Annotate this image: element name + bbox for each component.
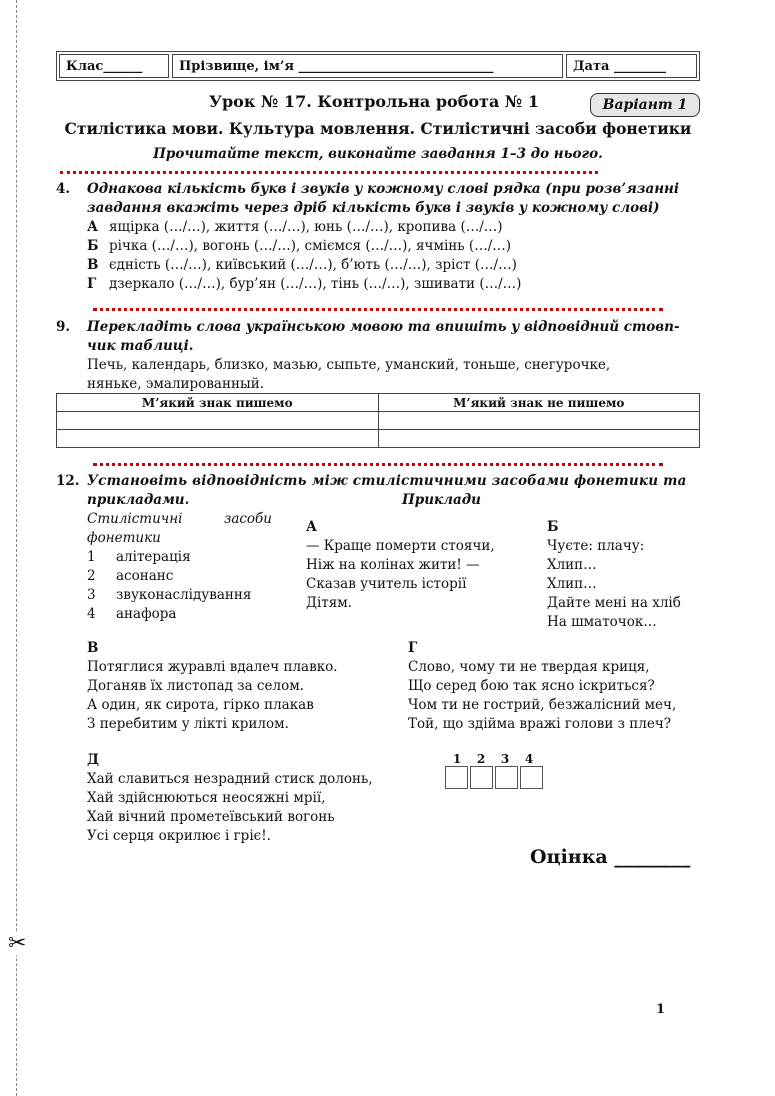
column-header: М’який знак не пишемо [378,394,700,412]
answer-number: 3 [500,752,510,766]
example-d: Д Хай славиться незрадний стиск долонь, Хай здійснюються неосяжні мрії, Хай вічний прометеївський вогонь Усі серця окрилює і гріє!. [87,752,373,844]
page-subtitle: Стилістика мови. Культура мовлення. Стилістичні засоби фонетики [64,119,692,138]
variant-badge: Варіант 1 [590,93,700,117]
class-field[interactable]: Клас______ [59,54,169,78]
examples-heading: Приклади [402,492,481,508]
means-item: 3 звуконаслідування [87,587,252,603]
task-prompt: Однакова кількість букв і звуків у кожному слові рядка (при розв’язанні [87,181,680,197]
example-v: В Потяглися журавлі вдалеч плавко. Доганяв їх листопад за селом. А один, як сирота, гірко плакав З перебитим у лікті крилом. [87,640,338,732]
task-prompt: прикладами. [87,492,190,508]
task-number: 12. [56,473,80,489]
task-prompt: завдання вкажіть через дріб кількість букв і звуків у кожному слові) [87,200,660,216]
answer-option: А ящірка (…/…), життя (…/…), юнь (…/…), кропива (…/…) [87,219,503,235]
student-info-table [56,51,700,81]
word-list: Печь, календарь, близко, мазью, сыпьте, уманский, тоньше, снегурочке, [87,357,611,373]
task-12 [56,472,700,510]
table-cell[interactable] [378,430,700,448]
answer-option: Б річка (…/…), вогонь (…/…), сміємся (…/…), ячмінь (…/…) [87,238,512,254]
divider [93,463,663,466]
example-g: Г Слово, чому ти не твердая криця, Що серед бою так ясно іскриться? Чом ти не гострий, безжалісний меч, Той, що здійма вражі голови з плеч? [408,640,677,732]
answer-box[interactable] [495,766,518,789]
task-9 [56,318,700,394]
means-column [87,510,272,624]
column-header: М’який знак пишемо [57,394,379,412]
answer-option: В єдність (…/…), київський (…/…), б’ють (…/…), зріст (…/…) [87,257,517,273]
task-prompt: Перекладіть слова українською мовою та впишіть у відповідний стовп- [87,319,680,335]
means-item: 4 анафора [87,606,177,622]
means-heading: фонетики [87,530,161,546]
table-cell[interactable] [378,412,700,430]
answer-grid [445,752,543,789]
table-cell[interactable] [57,430,379,448]
means-heading: Стилістичні засоби [87,511,272,527]
table-cell[interactable] [57,412,379,430]
answer-option: Г дзеркало (…/…), бур’ян (…/…), тінь (…/…), зшивати (…/…) [87,276,522,292]
task-number: 4. [56,181,71,197]
scissors-icon: ✂ [8,931,27,956]
task-prompt: Установіть відповідність між стилістичними засобами фонетики та [87,473,687,489]
answer-box[interactable] [520,766,543,789]
means-item: 1 алітерація [87,549,191,565]
divider [93,308,663,311]
divider [60,171,598,174]
answer-box[interactable] [445,766,468,789]
example-b: Б Чуєте: плачу: Хлип… Хлип… Дайте мені на хліб На шматочок… [547,519,681,630]
task-4 [56,180,700,294]
example-a: А — Краще померти стоячи, Ніж на колінах жити! — Сказав учитель історії Дітям. [306,519,495,611]
task-number: 9. [56,319,71,335]
answer-number: 4 [524,752,534,766]
name-field[interactable]: Прізвище, ім’я ______________________________ [172,54,563,78]
date-field[interactable]: Дата ________ [566,54,697,78]
answer-box[interactable] [470,766,493,789]
instruction: Прочитайте текст, виконайте завдання 1–3 до нього. [153,146,603,162]
word-list: няньке, эмалированный. [87,376,265,392]
task-prompt: чик таблиці. [87,338,194,354]
means-item: 2 асонанс [87,568,174,584]
answer-number: 2 [476,752,486,766]
grade-field[interactable]: Оцінка ________ [530,846,691,868]
answer-number: 1 [452,752,462,766]
page-number: 1 [656,1002,666,1017]
answer-table [56,393,700,448]
